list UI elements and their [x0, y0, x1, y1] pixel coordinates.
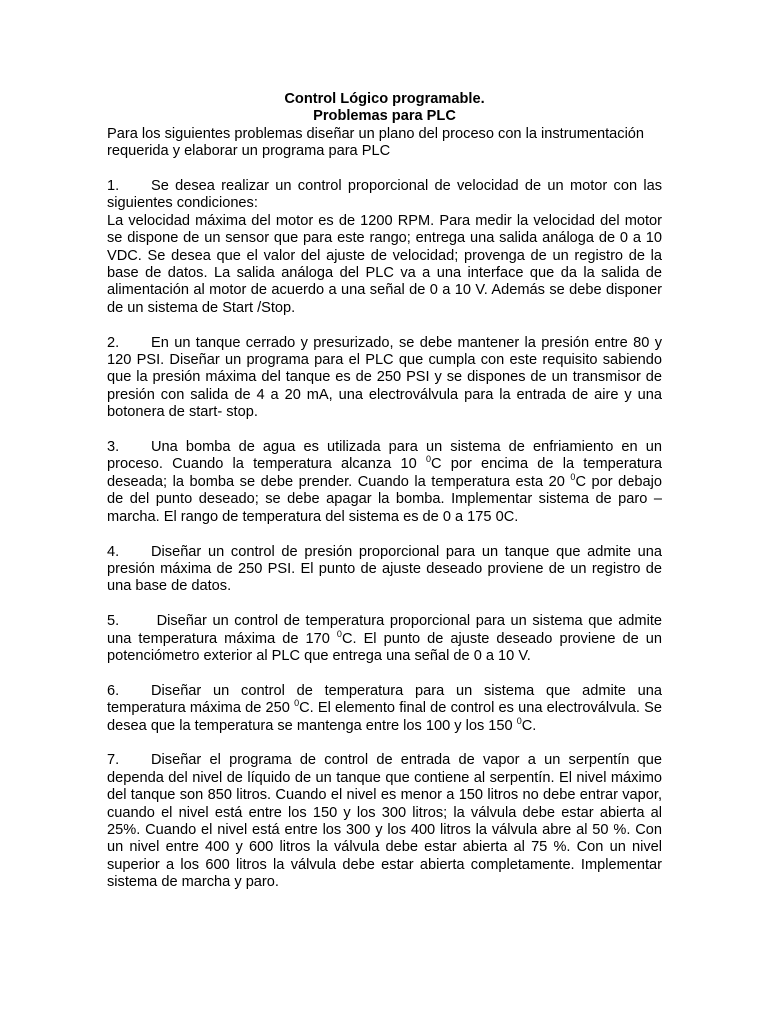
document-subtitle: Problemas para PLC — [313, 108, 456, 125]
problem-1-text: La velocidad máxima del motor es de 1200 RPM. Para medir la velocidad del motor se dispone de un sensor que para este rango; entrega una salida análoga de 0 a 10 VDC. Se desea que el valor del ajuste de velocidad; provenga de un registro de la base de datos. La salida análoga del PLC va a una interface que da la salida de alimentación al motor de acuerdo a una señal de 0 a 10 V. Además se debe disponer de un sistema de Start /Stop. — [107, 212, 662, 316]
document-title: Control Lógico programable. — [284, 91, 485, 107]
problem-number: 3. — [107, 439, 120, 456]
problem-2: 2. En un tanque cerrado y presurizado, se debe mantener la presión entre 80 y 120 PSI. Diseñar un programa para el PLC que cumpla con este requisito sabiendo que la presión máxima del tanque es de 250 PSI y se dispones de un transmisor de presión con salida de 4 a 20 mA, una electroválvula para la entrada de aire y una botonera de start- stop. — [107, 334, 662, 421]
problem-number: 5. — [107, 613, 120, 630]
problem-number: 4. — [107, 543, 120, 560]
degree-superscript: 0 — [294, 698, 300, 709]
degree-superscript: 0 — [570, 472, 576, 483]
degree-superscript: 0 — [336, 628, 342, 639]
problem-3: 3. Una bomba de agua es utilizada para un sistema de enfriamiento en un proceso. Cuando la temperatura alcanza 10 $^0$C por encima de la temperatura deseada; la bomba se debe prender. Cuando la temperatura esta 20 $^0$C por debajo de del punto deseado; se debe apagar la bomba. Implementar sistema de paro – marcha. El rango de temperatura del sistema es de 0 a 175 0C. — [107, 439, 662, 525]
degree-superscript: 0 — [425, 454, 431, 465]
problem-5: 5. Diseñar un control de temperatura proporcional para un sistema que admite una temperatura máxima de 170 $^0$C. El punto de ajuste deseado proviene de un potenciómetro exterior al PLC que entrega una señal de 0 a 10 V. — [107, 613, 662, 664]
problem-4: 4. Diseñar un control de presión proporcional para un tanque que admite una presión máxima de 250 PSI. El punto de ajuste deseado proviene de un registro de una base de datos. — [107, 543, 662, 595]
problem-7: 7. Diseñar el programa de control de entrada de vapor a un serpentín que dependa del nivel de líquido de un tanque que contiene al serpentín. El nivel máximo del tanque son 850 litros. Cuando el nivel es menor a 150 litros no debe entrar vapor, cuando el nivel está entre los 150 y los 300 litros; la válvula debe estar abierta al 25%. Cuando el nivel está entre los 300 y los 400 litros la válvula abre al 50 %. Con un nivel entre 400 y 600 litros la válvula debe estar abierta al 75 %. Con un nivel superior a los 600 litros la válvula debe estar abierta completamente. Implementar sistema de marcha y paro. — [107, 752, 662, 891]
degree-superscript: 0 — [516, 715, 522, 726]
problem-1 — [107, 178, 662, 317]
problem-number: 1. — [107, 178, 120, 195]
problem-number: 6. — [107, 682, 120, 699]
problem-number: 7. — [107, 752, 120, 769]
problem-1-lead: 1. Se desea realizar un control proporcional de velocidad de un motor con las siguientes condiciones: — [107, 178, 662, 212]
problem-number: 2. — [107, 334, 120, 351]
document-body — [107, 91, 662, 892]
intro-paragraph: Para los siguientes problemas diseñar un plano del proceso con la instrumentación requerida y elaborar un programa para PLC — [107, 125, 645, 160]
problem-6: 6. Diseñar un control de temperatura para un sistema que admite una temperatura máxima de 250 $^0$C. El elemento final de control es una electroválvula. Se desea que la temperatura se mantenga entre los 100 y los 150 $^0$C. — [107, 682, 662, 734]
